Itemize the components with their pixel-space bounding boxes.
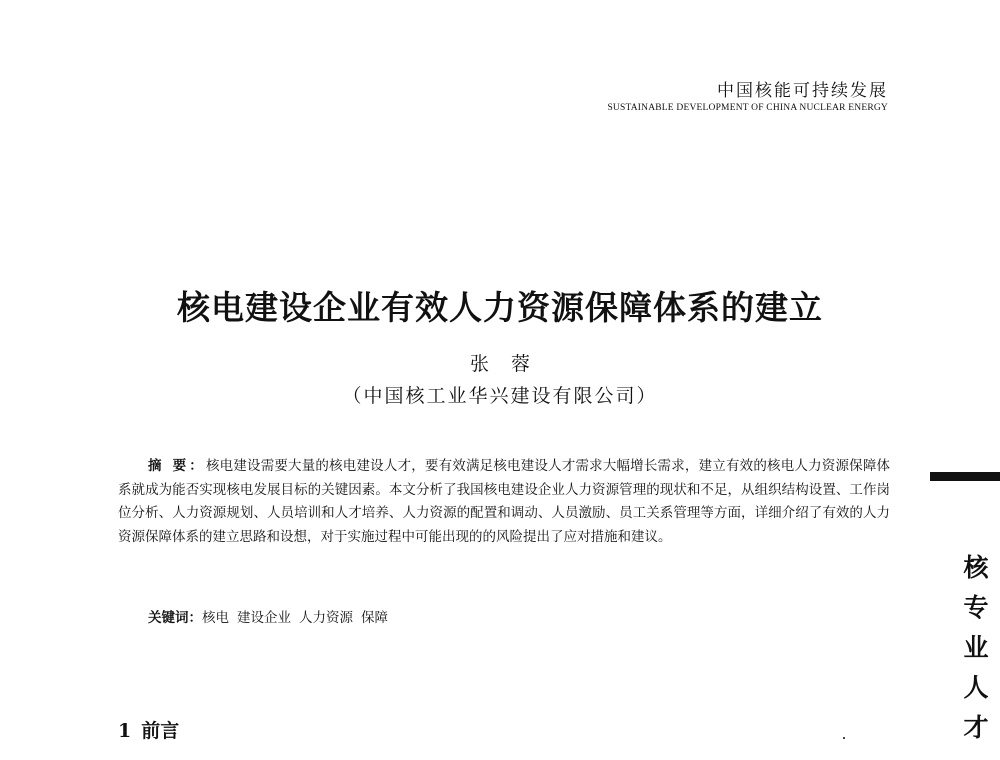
paper-affiliation: （中国核工业华兴建设有限公司）	[342, 385, 658, 407]
journal-name-en: SUSTAINABLE DEVELOPMENT OF CHINA NUCLEAR ENERGY	[607, 103, 888, 113]
keywords	[148, 606, 396, 626]
section-title: 前言	[141, 720, 180, 742]
journal-name-cn: 中国核能可持续发展	[717, 81, 888, 101]
abstract	[118, 455, 890, 549]
journal-header	[607, 76, 888, 113]
paper-author: 张蓉	[469, 353, 552, 375]
paper-title: 核电建设企业有效人力资源保障体系的建立	[177, 288, 823, 327]
section-number: 1	[118, 720, 132, 742]
keyword: 保障	[361, 610, 388, 626]
keyword: 核电	[202, 610, 229, 626]
abstract-label: 摘 要：	[148, 458, 206, 474]
abstract-text: 核电建设需要大量的核电建设人才，要有效满足核电建设人才需求大幅增长需求，建立有效的核电人力资源保障体系就成为能否实现核电发展目标的关键因素。本文分析了我国核电建设企业人力资源管理的现状和不足，从组织结构设置、工作岗位分析、人力资源规划、人员培训和人才培养、人力资源的配置和调动、人员激励、员工关系管理等方面，详细介绍了有效的人力资源保障体系的建立思路和设想，对于实施过程中可能出现的的风险提出了应对措施和建议。	[118, 458, 891, 545]
scan-speck	[843, 737, 845, 739]
keywords-label: 关键词：	[148, 610, 202, 626]
keyword: 人力资源	[299, 610, 353, 626]
keyword: 建设企业	[237, 610, 291, 626]
side-tab-bar	[930, 472, 1000, 481]
section-heading	[118, 716, 179, 743]
side-tab-text: 核专业人才	[963, 553, 989, 742]
